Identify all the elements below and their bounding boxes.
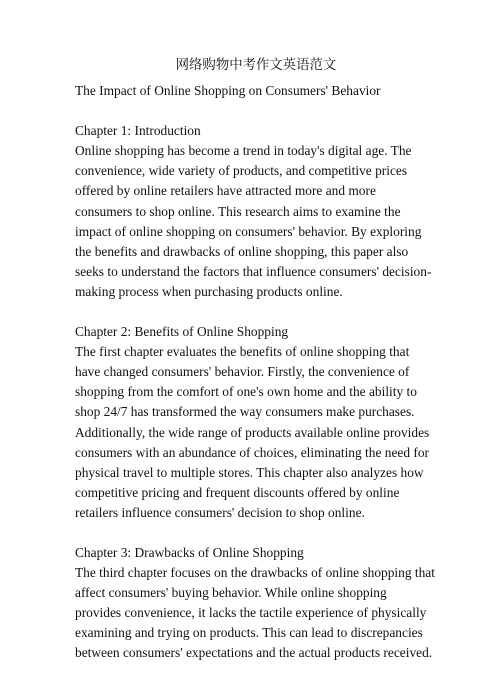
paragraph-line: The first chapter evaluates the benefits of online shopping that bbox=[75, 344, 410, 360]
paragraph-line: provides convenience, it lacks the tactile experience of physically bbox=[75, 605, 427, 621]
paragraph-line: shopping from the comfort of one's own home and the ability to bbox=[75, 384, 417, 400]
paragraph-line: affect consumers' buying behavior. While online shopping bbox=[75, 585, 387, 601]
section-heading: Chapter 3: Drawbacks of Online Shopping bbox=[75, 544, 304, 560]
paragraph-line: consumers to shop online. This research aims to examine the bbox=[75, 203, 401, 219]
paragraph-line: retailers influence consumers' decision to shop online. bbox=[75, 504, 365, 520]
paragraph-line: between consumers' expectations and the actual products received. bbox=[75, 645, 433, 661]
paragraph-line: convenience, wide variety of products, and competitive prices bbox=[75, 163, 408, 179]
document-title: 网络购物中考作文英语范文 bbox=[175, 57, 337, 72]
paragraph-line: consumers with an abundance of choices, eliminating the need for bbox=[75, 444, 429, 460]
document-page bbox=[75, 55, 437, 684]
paragraph-line: competitive pricing and frequent discounts offered by online bbox=[75, 484, 400, 500]
paragraph-line: impact of online shopping on consumers' behavior. By exploring bbox=[75, 223, 422, 239]
paragraph-line: Additionally, the wide range of products available online provides bbox=[75, 424, 430, 440]
paragraph-line: making process when purchasing products online. bbox=[75, 283, 343, 299]
essay-title: The Impact of Online Shopping on Consumers' Behavior bbox=[75, 83, 381, 99]
paragraph-line: physical travel to multiple stores. This chapter also analyzes how bbox=[75, 464, 424, 480]
section-heading: Chapter 2: Benefits of Online Shopping bbox=[75, 324, 289, 340]
section-benefits bbox=[75, 322, 437, 523]
paragraph-line: seeks to understand the factors that influence consumers' decision- bbox=[75, 263, 432, 279]
paragraph-line: the benefits and drawbacks of online shopping, this paper also bbox=[75, 243, 409, 259]
section-introduction bbox=[75, 121, 437, 302]
paragraph-line: Online shopping has become a trend in today's digital age. The bbox=[75, 143, 412, 159]
paragraph-line: The third chapter focuses on the drawbacks of online shopping that bbox=[75, 565, 435, 581]
section-drawbacks bbox=[75, 543, 437, 664]
paragraph-line: examining and trying on products. This can lead to discrepancies bbox=[75, 625, 423, 641]
paragraph-line: offered by online retailers have attracted more and more bbox=[75, 183, 376, 199]
paragraph-line: have changed consumers' behavior. Firstly, the convenience of bbox=[75, 364, 410, 380]
paragraph-line: shop 24/7 has transformed the way consumers make purchases. bbox=[75, 404, 415, 420]
section-heading: Chapter 1: Introduction bbox=[75, 123, 201, 139]
